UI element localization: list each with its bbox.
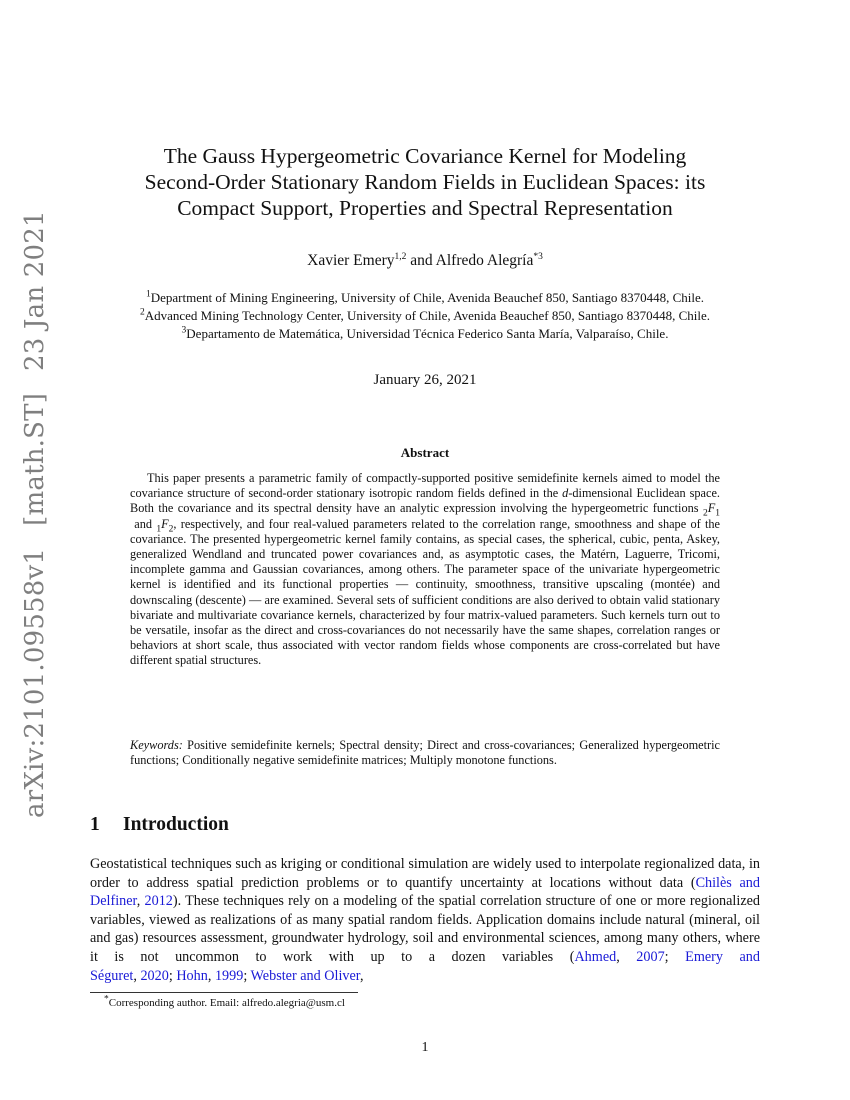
publication-date: January 26, 2021 — [373, 372, 477, 388]
intro-text-1: Geostatistical techniques such as kriging or conditional simulation are widely used to interpolate regionalized data, in order to address spatial prediction problems or to quantify uncertainty at locations without data ( — [90, 856, 760, 891]
citation-emery-seguret-year[interactable]: 2020 — [140, 967, 169, 984]
citation-emery-seguret[interactable]: Emery and Séguret — [90, 948, 760, 984]
footnote-mark: * — [104, 994, 109, 1005]
hypergeom-1f2-sub: 2 — [168, 524, 174, 535]
citation-chiles-delfiner-authors: Chilès and Delfiner — [90, 874, 760, 910]
citation-separator: , — [136, 893, 145, 910]
arxiv-category: [math.ST] — [20, 392, 50, 526]
author-name-2: Alfredo Alegría — [435, 252, 534, 269]
title-line-2: Second-Order Stationary Random Fields in Euclidean Spaces: its — [144, 170, 706, 194]
abstract-text-3: , respectively, and four real-valued parameters related to the correlation range, smoothness and shape of the covariance. The presented hypergeometric kernel family contains, as special cases, the spherical, cubic, penta, Askey, generalized Wendland and truncated power covariances and, as asymptotic cases, the Matérn, Laguerre, Tricomi, incomplete gamma and Gaussian covariances, among others. The parameter space of the univariate hypergeometric kernel is identified and its functional properties — continuity, smoothness, transitive upscaling (montée) and downscaling (descente) — are examined. Several sets of sufficient conditions are also derived to obtain valid stationary bivariate and multivariate covariance kernels, characterized by four matrix-valued parameters. Such kernels turn out to be versatile, insofar as the direct and cross-covariances do not necessarily have the same shapes, correlation ranges or behaviors at short scale, thus associated with vector random fields whose components are cross-correlated but have different spatial structures. — [130, 516, 721, 668]
hypergeom-2f1-sub: 1 — [715, 508, 720, 519]
affiliation-2 — [0, 307, 850, 325]
citation-hohn[interactable]: Hohn — [176, 967, 208, 984]
arxiv-id: arXiv:2101.09558v1 — [20, 547, 50, 818]
citation-webster-oliver[interactable]: Webster and Oliver — [250, 967, 360, 984]
citation-ahmed[interactable]: Ahmed — [574, 948, 617, 965]
citation-separator: , — [616, 948, 637, 965]
intro-tail: , — [359, 967, 364, 984]
abstract-and: and — [130, 516, 157, 531]
affiliation-3-text: Departamento de Matemática, Universidad Técnica Federico Santa María, Valparaíso, Chile. — [186, 326, 669, 341]
author-connector: and — [406, 252, 436, 269]
section-heading-introduction — [90, 814, 229, 836]
citation-hohn-year[interactable]: 1999 — [214, 967, 244, 984]
paper-title — [60, 143, 790, 221]
introduction-paragraph — [90, 855, 760, 985]
section-number: 1 — [90, 814, 100, 835]
abstract-d-symbol: d — [562, 486, 569, 501]
citation-separator: ; — [664, 948, 686, 965]
abstract-text-2: -dimensional Euclidean space. Both the covariance and its spectral density have an analytic expression involving the hypergeometric functions — [130, 486, 720, 516]
abstract-heading: Abstract — [400, 445, 450, 460]
title-line-3: Compact Support, Properties and Spectral Representation — [177, 196, 673, 220]
intro-text-2: ). These techniques rely on a modeling of the spatial correlation structure of one or more regionalized variables, viewed as realizations of as many spatial random fields. Application domains include natural (mineral, oil and gas) resources assessment, groundwater hydrology, soil and environmental sciences, among many others, where it is not uncommon to work with up to a dozen variables ( — [90, 893, 761, 965]
citation-separator: , — [133, 967, 141, 984]
citation-chiles-delfiner-year[interactable]: 2012 — [144, 893, 173, 910]
section-title: Introduction — [123, 814, 229, 835]
affiliation-1-mark: 1 — [146, 289, 151, 300]
hypergeom-2f1-pre: 2 — [702, 508, 708, 519]
author-name-1: Xavier Emery — [307, 252, 395, 269]
citation-separator: ; — [168, 967, 177, 984]
author-1-affil-mark: 1,2 — [394, 251, 407, 262]
keywords-text: Positive semidefinite kernels; Spectral density; Direct and cross-covariances; Generalized hypergeometric functions; Conditionally negative semidefinite matrices; Multiply monotone functions. — [130, 738, 720, 768]
keywords — [130, 738, 720, 768]
footnote-text: Corresponding author. Email: alfredo.alegria@usm.cl — [108, 997, 345, 1009]
author-list — [0, 252, 850, 270]
abstract-body — [130, 471, 720, 669]
title-line-1: The Gauss Hypergeometric Covariance Kernel for Modeling — [163, 144, 687, 168]
affiliation-list — [0, 289, 850, 343]
footnote — [104, 994, 345, 1009]
footnote-rule — [90, 992, 358, 993]
affiliation-1 — [0, 289, 850, 307]
page-number: 1 — [421, 1040, 429, 1055]
citation-separator: , — [207, 967, 215, 984]
hypergeom-1f2-F: F — [161, 516, 169, 531]
hypergeom-1f2-pre: 1 — [156, 524, 162, 535]
affiliation-2-mark: 2 — [139, 307, 145, 318]
arxiv-date: 23 Jan 2021 — [20, 210, 50, 371]
affiliation-1-text: Department of Mining Engineering, University of Chile, Avenida Beauchef 850, Santiago 8370448, Chile. — [150, 290, 704, 305]
affiliation-3-mark: 3 — [181, 325, 187, 336]
affiliation-3 — [0, 325, 850, 343]
citation-separator: ; — [243, 967, 251, 984]
hypergeom-2f1-F: F — [707, 501, 716, 516]
abstract-text-1: This paper presents a parametric family of compactly-supported positive semidefinite kernels aimed to model the covariance structure of second-order stationary isotropic random fields defined in the — [130, 471, 720, 501]
keywords-label: Keywords: — [130, 738, 183, 752]
affiliation-2-text: Advanced Mining Technology Center, University of Chile, Avenida Beauchef 850, Santiago 8370448, Chile. — [144, 308, 711, 323]
citation-ahmed-year[interactable]: 2007 — [636, 948, 665, 965]
author-2-affil-mark: *3 — [533, 251, 543, 262]
